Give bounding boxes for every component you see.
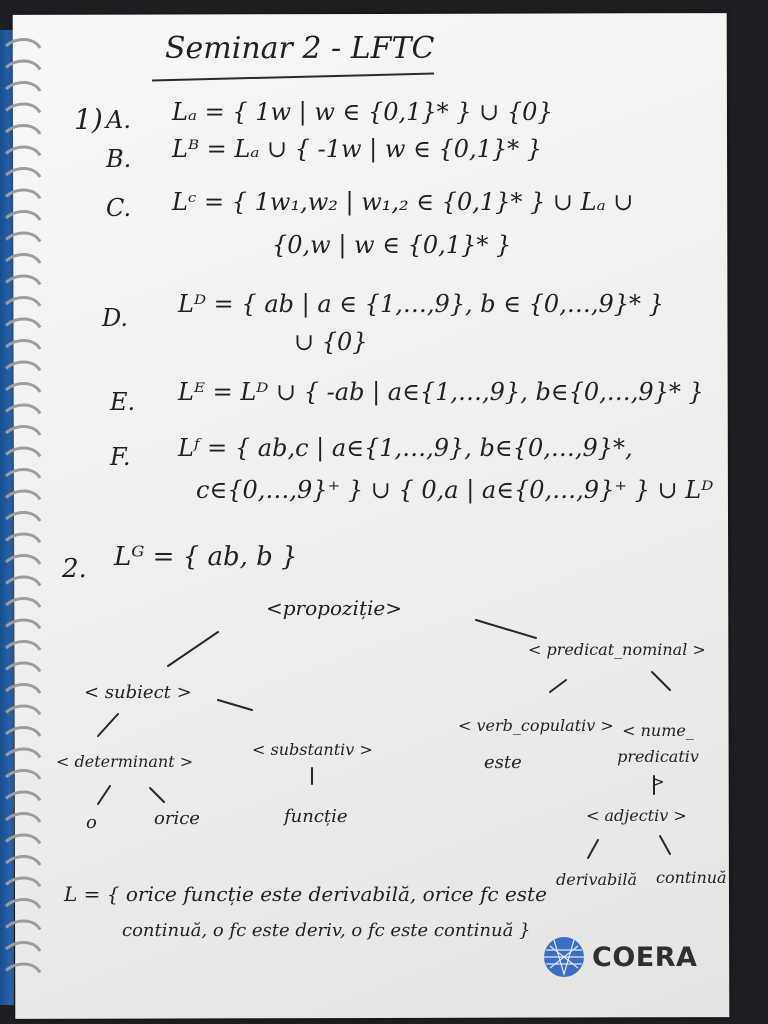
tree-leaf-orice: orice: [154, 808, 200, 829]
item-a-letter: A.: [106, 106, 131, 134]
item-f-letter: F.: [110, 443, 131, 471]
watermark-text: COERA: [592, 942, 698, 973]
problem-2-expression: Lᴳ = { ab, b }: [114, 542, 298, 572]
problem-2-number: 2.: [62, 554, 87, 584]
branch-root-subject: [168, 632, 218, 666]
item-f-expression-cont: c∈{0,…,9}⁺ } ∪ { 0,a | a∈{0,…,9}⁺ } ∪ Lᴰ: [196, 476, 714, 504]
tree-root-propozitie: <propoziție>: [266, 596, 402, 620]
tree-node-determinant: < determinant >: [56, 752, 194, 771]
tree-node-substantiv: < substantiv >: [252, 740, 373, 759]
tree-leaf-functie: funcție: [284, 806, 348, 827]
branch-subject-substantive: [218, 700, 252, 710]
tree-node-adjectiv: < adjectiv >: [586, 806, 687, 825]
item-b-expression: Lᴮ = Lₐ ∪ { -1w | w ∈ {0,1}* }: [172, 135, 543, 163]
item-f-expression: Lᶠ = { ab,c | a∈{1,…,9}, b∈{0,…,9}*,: [178, 434, 633, 462]
branch-determinant-o: [98, 786, 110, 804]
branch-predicate-copula: [550, 680, 566, 692]
tree-node-predicat-nominal: < predicat_nominal >: [528, 640, 706, 659]
tree-node-subiect: < subiect >: [84, 682, 192, 703]
tree-leaf-este: este: [484, 752, 522, 773]
language-definition-line-1: L = { orice funcție este derivabilă, orice fc este: [64, 882, 547, 906]
branch-adjective-derivabila: [588, 840, 598, 858]
tree-node-nume-predicativ: < nume_ predicativ >: [617, 721, 699, 792]
item-c-expression-cont: {0,w | w ∈ {0,1}* }: [272, 231, 512, 259]
tree-leaf-continua: continuă: [656, 868, 727, 887]
page-title: Seminar 2 - LFTC: [165, 31, 435, 66]
item-a-expression: Lₐ = { 1w | w ∈ {0,1}* } ∪ {0}: [172, 98, 553, 126]
item-d-expression-cont: ∪ {0}: [294, 328, 368, 356]
tree-node-verb-copulativ: < verb_copulativ >: [458, 716, 614, 735]
item-d-letter: D.: [102, 304, 129, 332]
tree-leaf-o: o: [86, 812, 97, 833]
item-e-expression: Lᴱ = Lᴰ ∪ { -ab | a∈{1,…,9}, b∈{0,…,9}* }: [178, 378, 704, 406]
branch-predicate-nominal: [652, 672, 670, 690]
item-b-letter: B.: [106, 145, 132, 173]
problem-1-number: 1): [74, 103, 103, 136]
branch-subject-determinant: [98, 714, 118, 736]
item-c-expression: Lᶜ = { 1w₁,w₂ | w₁,₂ ∈ {0,1}* } ∪ Lₐ ∪: [172, 188, 634, 216]
item-c-letter: C.: [106, 194, 132, 222]
globe-icon: [544, 937, 584, 977]
item-e-letter: E.: [110, 388, 136, 416]
item-d-expression: Lᴰ = { ab | a ∈ {1,…,9}, b ∈ {0,…,9}* }: [178, 290, 664, 318]
tree-leaf-derivabila: derivabilă: [556, 870, 638, 889]
branch-adjective-continua: [660, 836, 670, 854]
branch-determinant-orice: [150, 788, 164, 802]
branch-root-predicate: [476, 620, 536, 638]
language-definition-line-2: continuă, o fc este deriv, o fc este continuă }: [122, 920, 531, 941]
